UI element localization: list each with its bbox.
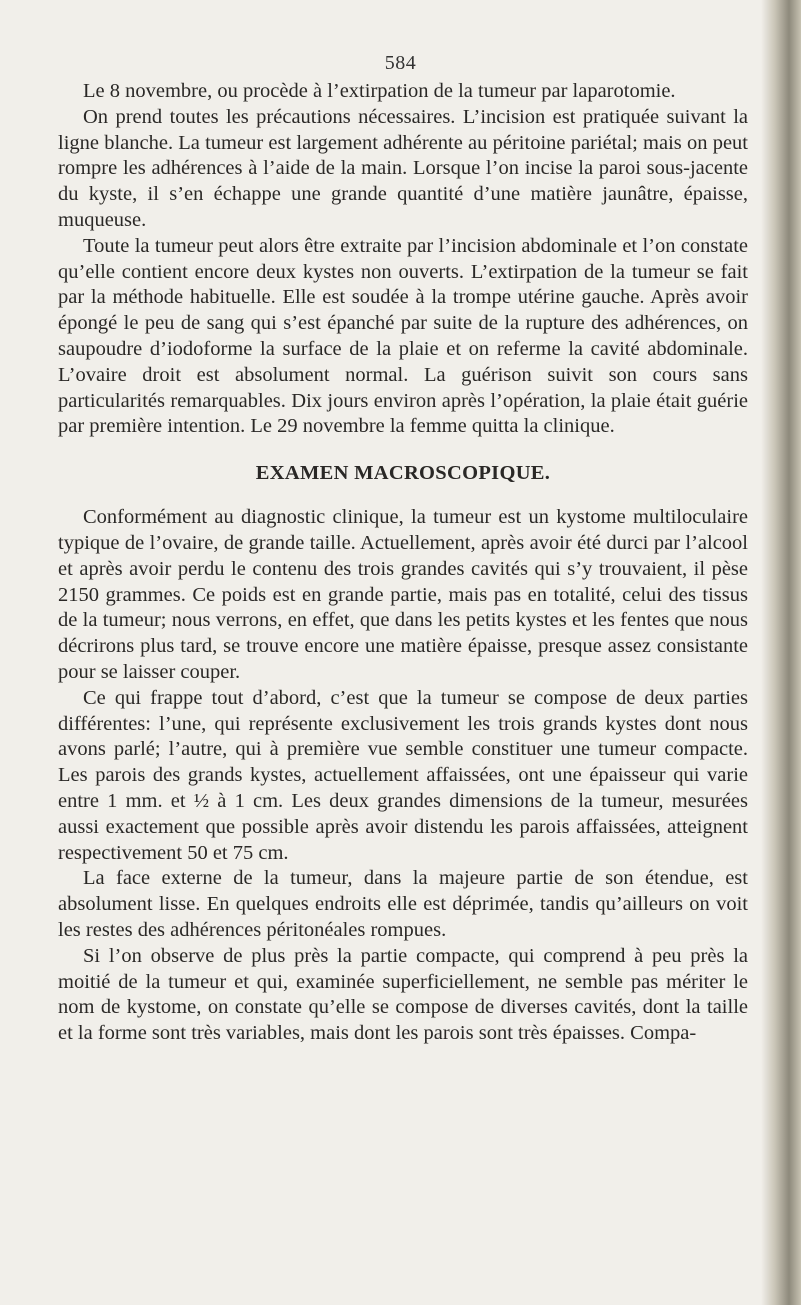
paragraph-external-face: La face externe de la tumeur, dans la majeure partie de son étendue, est absolument lisse. En quelques endroits elle est déprimée, tandis qu’ailleurs on voit les restes des adhérences péritonéales rompues. bbox=[58, 867, 748, 941]
paragraph-extraction: Toute la tumeur peut alors être extraite par l’incision abdominale et l’on constate qu’elle contient encore deux kystes non ouverts. L’extirpation de la tumeur se fait par la méthode habituelle. Elle est soudée à la trompe utérine gauche. Après avoir épongé le peu de sang qui s’est épanché par suite de la rupture des adhérences, on saupoudre d’iodoforme la surface de la plaie et on referme la cavité abdominale. L’ovaire droit est absolument normal. La guérison suivit son cours sans particularités remarquables. Dix jours environ après l’opération, la plaie était guérie par première intention. Le 29 novembre la femme quitta la clinique. bbox=[58, 234, 748, 438]
paragraph-operation-date: Le 8 novembre, ou procède à l’extirpation de la tumeur par laparotomie. bbox=[83, 80, 676, 102]
paragraph-composition: Ce qui frappe tout d’abord, c’est que la tumeur se compose de deux parties différentes: l’une, qui représente exclusivement les trois grands kystes dont nous avons parlé; l’autre, qui à première vue semble constituer une tumeur compacte. Les parois des grands kystes, actuellement affaissées, ont une épaisseur qui varie entre 1 mm. et ½ à 1 cm. Les deux grandes dimensions de la tumeur, mesurées aussi exactement que possible après avoir distendu les parois affaissées, atteignent respectivement 50 et 75 cm. bbox=[58, 686, 748, 864]
body-text bbox=[58, 79, 748, 1047]
page-edge-shadow bbox=[761, 0, 801, 1305]
paragraph-diagnosis: Conformément au diagnostic clinique, la tumeur est un kystome multiloculaire typique de l’ovaire, de grande taille. Actuellement, après avoir été durci par l’alcool et après avoir perdu le contenu des trois grandes cavités qui s’y trouvaient, il pèse 2150 grammes. Ce poids est en grande partie, mais pas en totalité, celui des tissus de la tumeur; nous verrons, en effet, que dans les petits kystes et les fentes que nous décrirons plus tard, se trouve encore une matière épaisse, presque assez consistante pour se laisser couper. bbox=[58, 506, 748, 683]
section-heading: EXAMEN MACROSCOPIQUE. bbox=[255, 462, 551, 485]
paragraph-incision: On prend toutes les précautions nécessaires. L’incision est pratiquée suivant la ligne blanche. La tumeur est largement adhérente au péritoine pariétal; mais on peut rompre les adhérences à l’aide de la main. Lorsque l’on incise la paroi sous-jacente du kyste, il s’en échappe une grande quantité d’une matière jaunâtre, épaisse, muqueuse. bbox=[58, 105, 748, 231]
paragraph-compact-part: Si l’on observe de plus près la partie compacte, qui comprend à peu près la moitié de la tumeur et qui, examinée superficiellement, ne semble pas mériter le nom de kystome, on constate qu’elle se compose de diverses cavités, dont la taille et la forme sont très variables, mais dont les parois sont très épaisses. Compa- bbox=[58, 944, 748, 1045]
page-number: 584 bbox=[384, 52, 417, 74]
